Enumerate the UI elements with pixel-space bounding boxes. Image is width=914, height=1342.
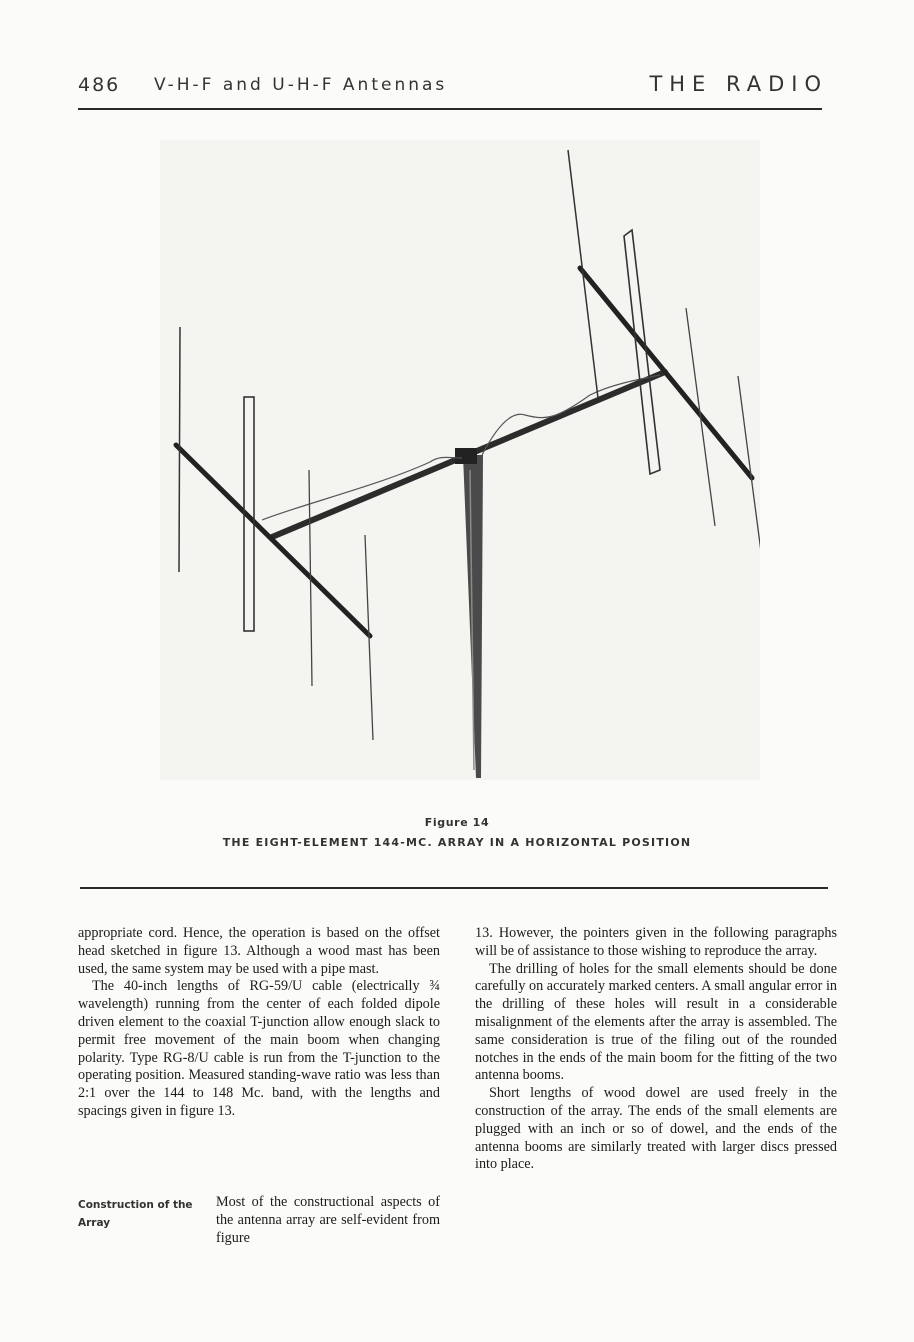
book-title: THE RADIO (649, 72, 828, 96)
left-column (78, 925, 440, 1121)
antenna-photo (160, 140, 760, 780)
paragraph: The 40-inch lengths of RG-59/U cable (electrically ¾ wavelength) running from the center of each folded dipole driven element to the coaxial T-junction allow enough slack to permit free movement of the main boom when changing polarity. Type RG-8/U cable is run from the T-junction to the operating position. Measured standing-wave ratio was less than 2:1 over the 144 to 148 Mc. band, with the lengths and spacings given in figure 13. (78, 978, 440, 1119)
header-rule (78, 108, 822, 110)
figure-label: Figure 14 (424, 816, 490, 829)
right-column (475, 925, 837, 1174)
left-reflector (179, 327, 180, 572)
side-heading: Construction of the Array (78, 1199, 193, 1229)
figure-caption: THE EIGHT-ELEMENT 144-MC. ARRAY IN A HORIZONTAL POSITION (222, 836, 692, 849)
page-header (78, 74, 828, 102)
paragraph: appropriate cord. Hence, the operation is based on the offset head sketched in figure 13. Although a wood mast has been used, the same system may be used with a pipe mast. (78, 925, 440, 977)
paragraph: The drilling of holes for the small elements should be done carefully on accurately marked centers. A small angular error in the drilling of these holes will result in a considerable misalignment of the elements after the array is assembled. The same consideration is true of the filing out of the rounded notches in the ends of the main boom for the fitting of the two antenna booms. (475, 960, 837, 1084)
paragraph: Short lengths of wood dowel are used freely in the construction of the array. The ends of the small elements are plugged with an inch or so of dowel, and the ends of the antenna booms are similarly treated with larger discs pressed into place. (475, 1085, 837, 1173)
paragraph: 13. However, the pointers given in the following paragraphs will be of assistance to those wishing to reproduce the array. (475, 925, 837, 959)
t-junction (455, 448, 477, 464)
side-heading-body: Most of the constructional aspects of the antenna array are self-evident from figure (216, 1194, 440, 1246)
running-title: V-H-F and U-H-F Antennas (154, 75, 448, 95)
page-number: 486 (78, 74, 121, 96)
figure-rule (80, 887, 828, 889)
